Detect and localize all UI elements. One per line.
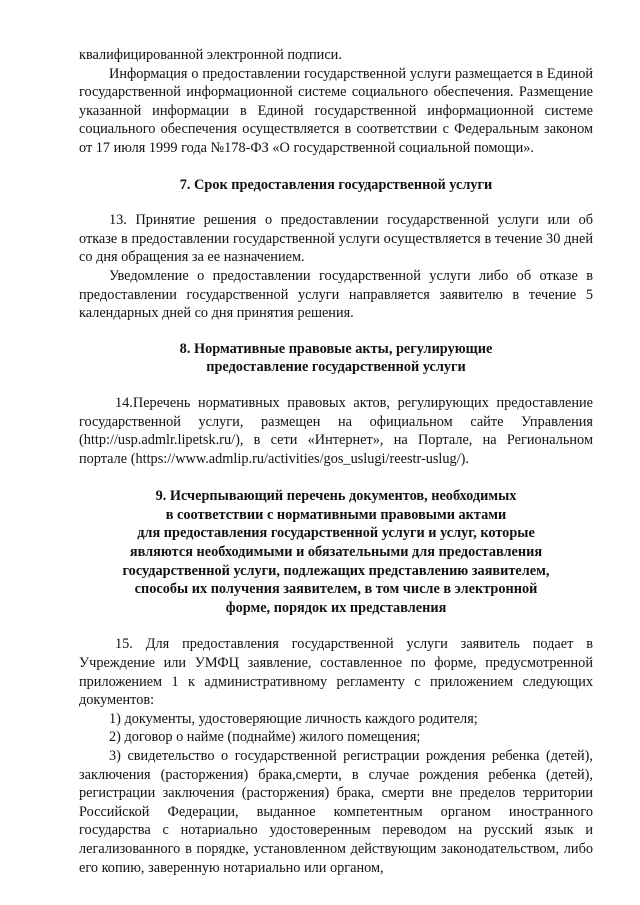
paragraph-15: 15. Для предоставления государственной услуги заявитель подает в Учреждение или УМФЦ заявление, составленное по форме, предусмотренной приложением 1 к административному регламенту с приложением следующих документов: <box>79 636 593 709</box>
section-8-heading-line: предоставление государственной услуги <box>206 359 466 376</box>
section-7-heading: 7. Срок предоставления государственной услуги <box>179 176 493 193</box>
section-9-heading-line: для предоставления государственной услуги и услуг, которые <box>137 525 535 542</box>
section-9-heading-line: форме, порядок их представления <box>225 599 447 616</box>
list-item-2: 2) договор о найме (поднайме) жилого помещения; <box>109 729 421 746</box>
section-9-heading-line: способы их получения заявителем, в том числе в электронной <box>134 581 538 598</box>
section-8-heading <box>79 340 593 377</box>
section-8-heading-line: 8. Нормативные правовые акты, регулирующие <box>179 340 493 357</box>
section-9-heading-line: являются необходимыми и обязательными для предоставления <box>129 544 543 561</box>
paragraph-intro: квалифицированной электронной подписи. <box>79 47 342 63</box>
section-9-heading <box>79 487 593 617</box>
paragraph-info-placement: Информация о предоставлении государственной услуги размещается в Единой государственной информационной системе социального обеспечения. Размещение указанной информации в Единой государственной информационной системе социального обеспечения осуществляется в соответствии с Федеральным законом от 17 июля 1999 года №178-ФЗ «О государственной социальной помощи». <box>79 65 593 156</box>
section-9-heading-line: 9. Исчерпывающий перечень документов, необходимых <box>155 488 517 505</box>
document-page <box>79 46 593 877</box>
paragraph-13: 13. Принятие решения о предоставлении государственной услуги или об отказе в предоставлении государственной услуги осуществляется в течение 30 дней со дня обращения за ее назначением. <box>79 212 593 266</box>
section-9-heading-line: в соответствии с нормативными правовыми актами <box>165 506 507 523</box>
paragraph-14: 14.Перечень нормативных правовых актов, регулирующих предоставление государственной услуги, размещен на официальном сайте Управления (http://usp.admlr.lipetsk.ru/), в сети «Интернет», на Портале, на Региональном портале (https://www.admlip.ru/activities/gos_uslugi/reestr-uslug/). <box>79 394 593 467</box>
paragraph-13-notification: Уведомление о предоставлении государственной услуги либо об отказе в предоставлении государственной услуги направляется заявителю в течение 5 календарных дней со дня принятия решения. <box>79 267 593 322</box>
list-item-3: 3) свидетельство о государственной регистрации рождения ребенка (детей), заключения (расторжения) брака,смерти, в случае рождения ребенка (детей), регистрации заключения (расторжения) брака, смерти вне пределов территории Российской Федерации, выданное компетентным органом иностранного государства с нотариально удостоверенным переводом на русский язык и легализованного в порядке, установленном действующим законодательством, либо его копию, заверенную нотариально или органом, <box>79 748 593 876</box>
section-9-heading-line: государственной услуги, подлежащих представлению заявителем, <box>122 562 550 579</box>
list-item-1: 1) документы, удостоверяющие личность каждого родителя; <box>109 710 478 727</box>
